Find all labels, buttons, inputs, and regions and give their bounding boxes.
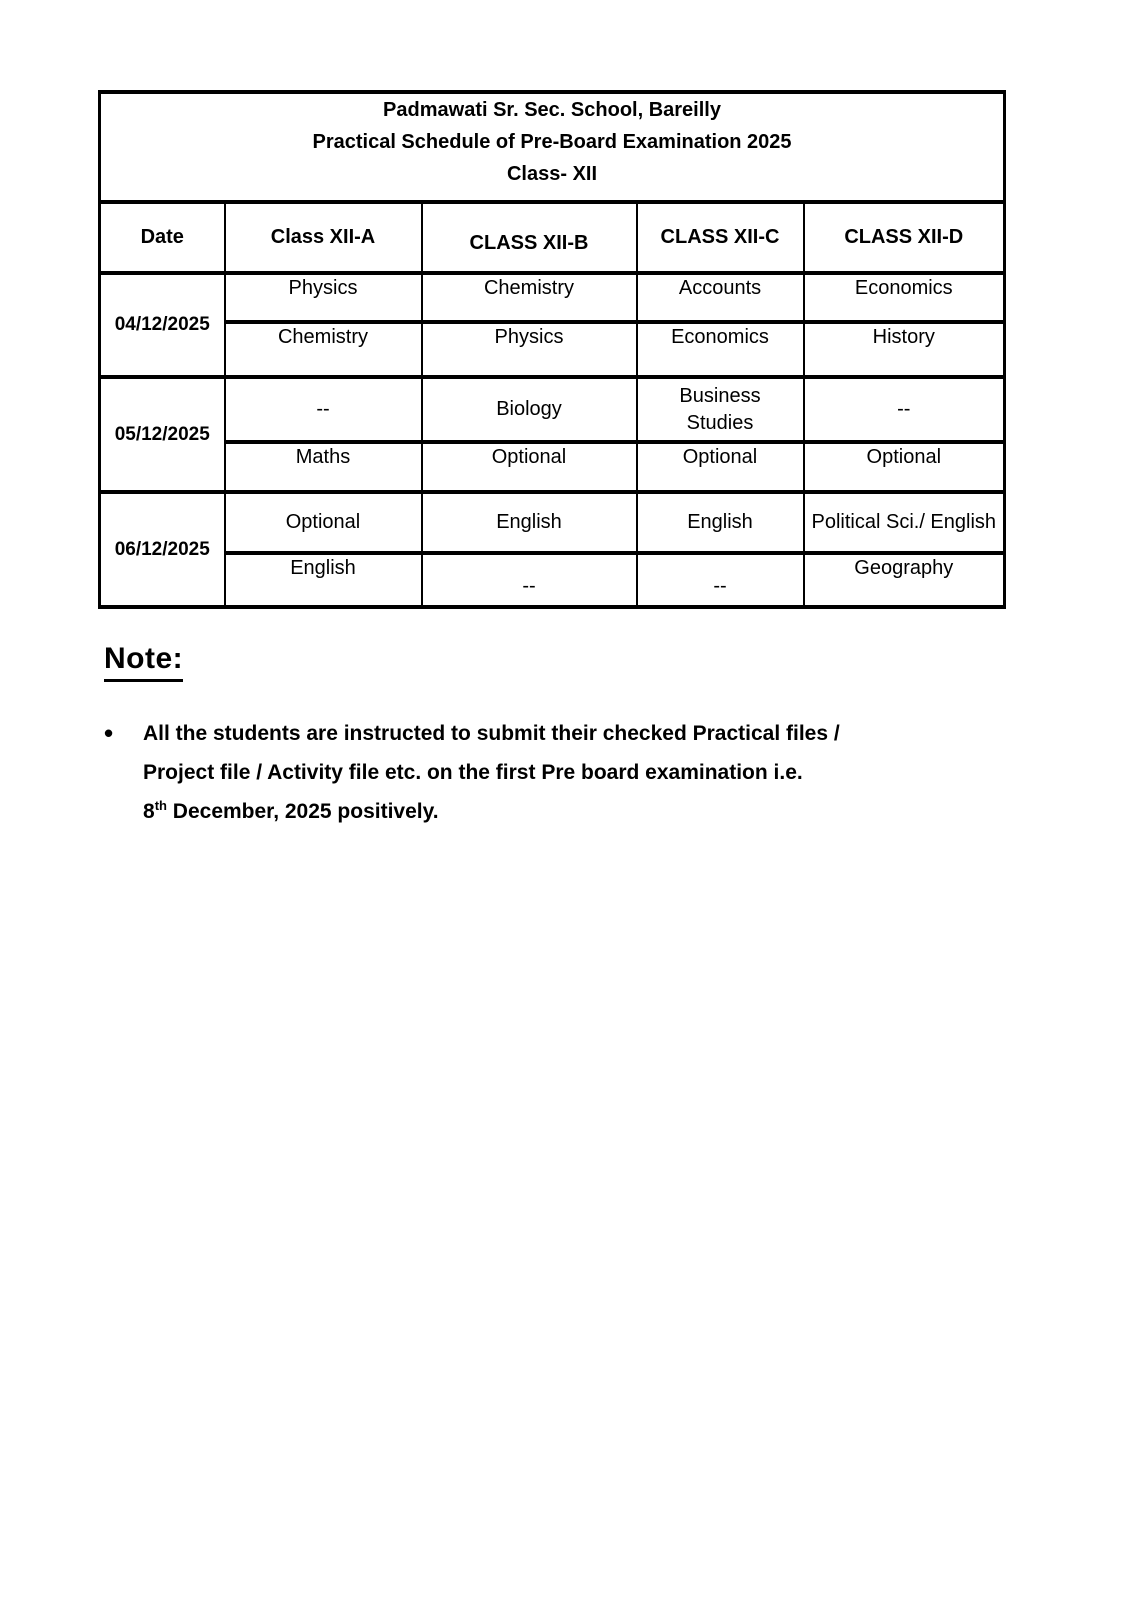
- subject-cell: --: [637, 553, 804, 607]
- note-line: Project file / Activity file etc. on the first Pre board examination i.e.: [143, 761, 803, 784]
- subject-cell: History: [804, 322, 1005, 377]
- subject-cell: Biology: [422, 377, 637, 442]
- column-header-date: Date: [100, 202, 225, 273]
- subject-cell: Maths: [225, 442, 422, 492]
- table-row: [100, 442, 1005, 492]
- subject-cell: English: [225, 553, 422, 607]
- subject-cell: Economics: [804, 273, 1005, 322]
- subject-cell: Optional: [225, 492, 422, 553]
- date-cell: 04/12/2025: [100, 273, 225, 377]
- column-header-xii-c: CLASS XII-C: [637, 202, 804, 273]
- date-cell: 06/12/2025: [100, 492, 225, 607]
- subject-cell: Economics: [637, 322, 804, 377]
- column-header-xii-a: Class XII-A: [225, 202, 422, 273]
- practical-schedule-table: [98, 90, 1006, 609]
- subject-cell: Political Sci./ English: [804, 492, 1005, 553]
- subject-cell: Optional: [422, 442, 637, 492]
- subject-cell: Geography: [804, 553, 1005, 607]
- table-title-row: [100, 92, 1005, 202]
- subject-cell: --: [422, 553, 637, 607]
- superscript-th: th: [154, 798, 167, 813]
- bullet-icon: •: [104, 718, 114, 748]
- note-line: All the students are instructed to submit their checked Practical files /: [143, 722, 840, 745]
- table-row: [100, 273, 1005, 322]
- table-row: [100, 322, 1005, 377]
- subject-cell: Optional: [804, 442, 1005, 492]
- date-cell: 05/12/2025: [100, 377, 225, 492]
- subject-cell: Physics: [225, 273, 422, 322]
- table-row: [100, 553, 1005, 607]
- subject-cell: Accounts: [637, 273, 804, 322]
- note-bullet-item: [104, 714, 1044, 831]
- table-header-row: [100, 202, 1005, 273]
- subject-cell: --: [225, 377, 422, 442]
- subject-cell: --: [804, 377, 1005, 442]
- subject-cell: Physics: [422, 322, 637, 377]
- school-name: Padmawati Sr. Sec. School, Bareilly: [383, 99, 721, 121]
- table-row: [100, 492, 1005, 553]
- class-title: Class- XII: [506, 163, 598, 185]
- subject-cell: Chemistry: [422, 273, 637, 322]
- note-heading: Note:: [104, 642, 183, 682]
- table-row: [100, 377, 1005, 442]
- subject-cell: Optional: [637, 442, 804, 492]
- subject-cell: English: [422, 492, 637, 553]
- schedule-title: Practical Schedule of Pre-Board Examination 2025: [312, 131, 792, 153]
- subject-cell: Chemistry: [225, 322, 422, 377]
- subject-cell: Business Studies: [637, 377, 804, 442]
- table-title-cell: [100, 92, 1005, 202]
- subject-cell: English: [637, 492, 804, 553]
- note-line: 8th December, 2025 positively.: [143, 798, 439, 823]
- note-text: [143, 714, 1044, 831]
- column-header-xii-d: CLASS XII-D: [804, 202, 1005, 273]
- column-header-xii-b: CLASS XII-B: [422, 202, 637, 273]
